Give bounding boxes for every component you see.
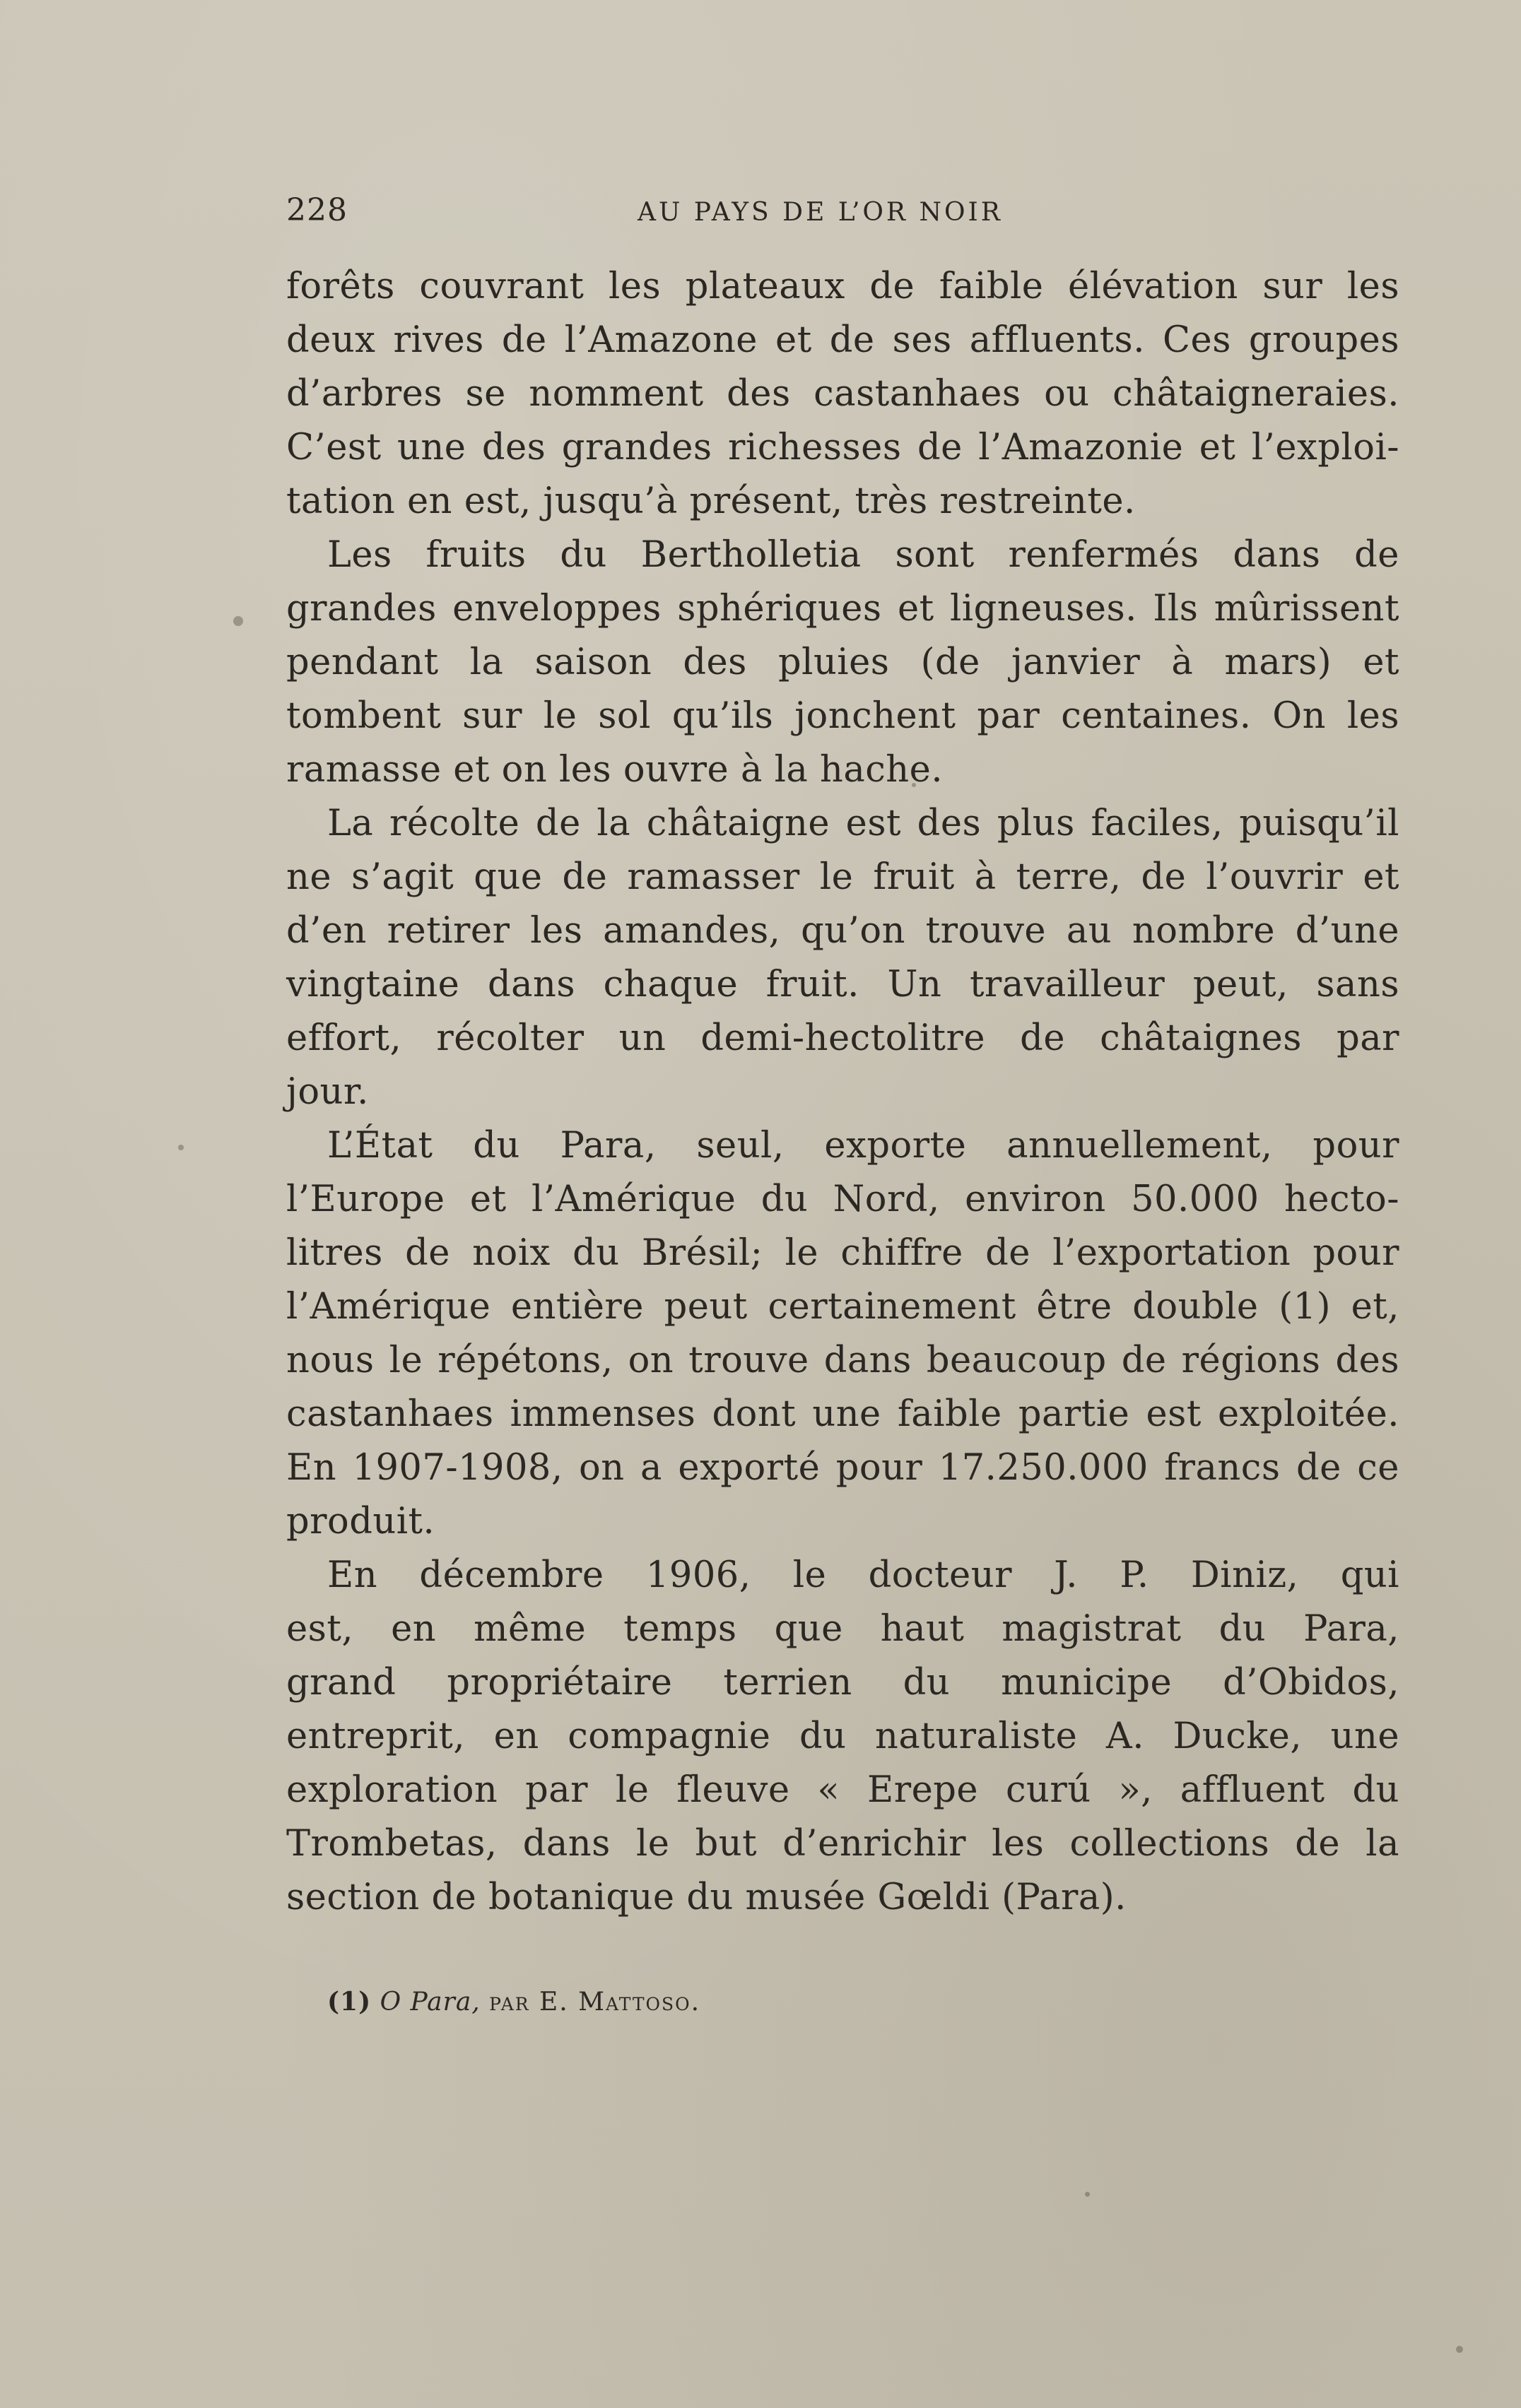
text-line: litres de noix du Brésil; le chiffre de l’exportation pour (286, 1232, 1399, 1274)
text-line: entreprit, en compagnie du naturaliste A. Ducke, une (286, 1716, 1399, 1757)
text-line: Les fruits du Bertholletia sont renfermés dans de (327, 534, 1399, 576)
paper-speck (1456, 2346, 1463, 2353)
text-line: grandes enveloppes sphériques et ligneuses. Ils mûrissent (286, 588, 1399, 630)
text-line: l’Europe et l’Amérique du Nord, environ 50.000 hecto- (286, 1179, 1399, 1220)
text-line: produit. (286, 1501, 435, 1542)
footnote-title: O Para, (380, 1988, 481, 2017)
text-line: d’en retirer les amandes, qu’on trouve au nombre d’une (286, 910, 1399, 952)
text-line: En 1907-1908, on a exporté pour 17.250.000 francs de ce (286, 1447, 1399, 1489)
text-line: deux rives de l’Amazone et de ses affluents. Ces groupes (286, 319, 1399, 361)
text-line: vingtaine dans chaque fruit. Un travailleur peut, sans (286, 964, 1399, 1005)
footnote-author: par E. Mattoso. (489, 1988, 701, 2017)
text-line: l’Amérique entière peut certainement être double (1) et, (286, 1286, 1399, 1328)
text-line: ramasse et on les ouvre à la hache. (286, 749, 944, 791)
paper-speck (912, 783, 916, 787)
text-line: En décembre 1906, le docteur J. P. Diniz, qui (327, 1554, 1399, 1596)
page-header (286, 192, 1399, 235)
text-line: Trombetas, dans le but d’enrichir les collections de la (286, 1823, 1399, 1865)
paper-speck (233, 616, 243, 626)
text-line: section de botanique du musée Gœldi (Para). (286, 1877, 1127, 1918)
text-line: d’arbres se nomment des castanhaes ou châtaigneraies. (286, 373, 1399, 415)
footnote-mark: (1) (327, 1987, 372, 2017)
paper-speck (1085, 2192, 1090, 2197)
body-text (286, 260, 1399, 1925)
text-line: castanhaes immenses dont une faible partie est exploitée. (286, 1393, 1399, 1435)
footnote (327, 1987, 700, 2017)
text-line: effort, récolter un demi-hectolitre de châtaignes par (286, 1017, 1399, 1059)
text-line: est, en même temps que haut magistrat du Para, (286, 1608, 1399, 1650)
text-line: jour. (286, 1071, 369, 1113)
text-line: forêts couvrant les plateaux de faible élévation sur les (286, 266, 1399, 307)
text-line: ne s’agit que de ramasser le fruit à terre, de l’ouvrir et (286, 856, 1399, 898)
page-number: 228 (286, 192, 348, 228)
running-title: AU PAYS DE L’OR NOIR (638, 198, 1003, 227)
text-line: nous le répétons, on trouve dans beaucoup de régions des (286, 1340, 1399, 1381)
text-line: exploration par le fleuve « Erepe curú », affluent du (286, 1769, 1399, 1811)
text-line: pendant la saison des pluies (de janvier à mars) et (286, 642, 1399, 683)
paper-speck (178, 1145, 184, 1150)
text-line: C’est une des grandes richesses de l’Amazonie et l’exploi- (286, 427, 1399, 468)
text-line: La récolte de la châtaigne est des plus faciles, puisqu’il (327, 803, 1399, 844)
text-line: grand propriétaire terrien du municipe d’Obidos, (286, 1662, 1399, 1704)
text-line: tation en est, jusqu’à présent, très restreinte. (286, 480, 1136, 522)
text-line: L’État du Para, seul, exporte annuellement, pour (327, 1125, 1399, 1167)
text-line: tombent sur le sol qu’ils jonchent par centaines. On les (286, 695, 1399, 737)
